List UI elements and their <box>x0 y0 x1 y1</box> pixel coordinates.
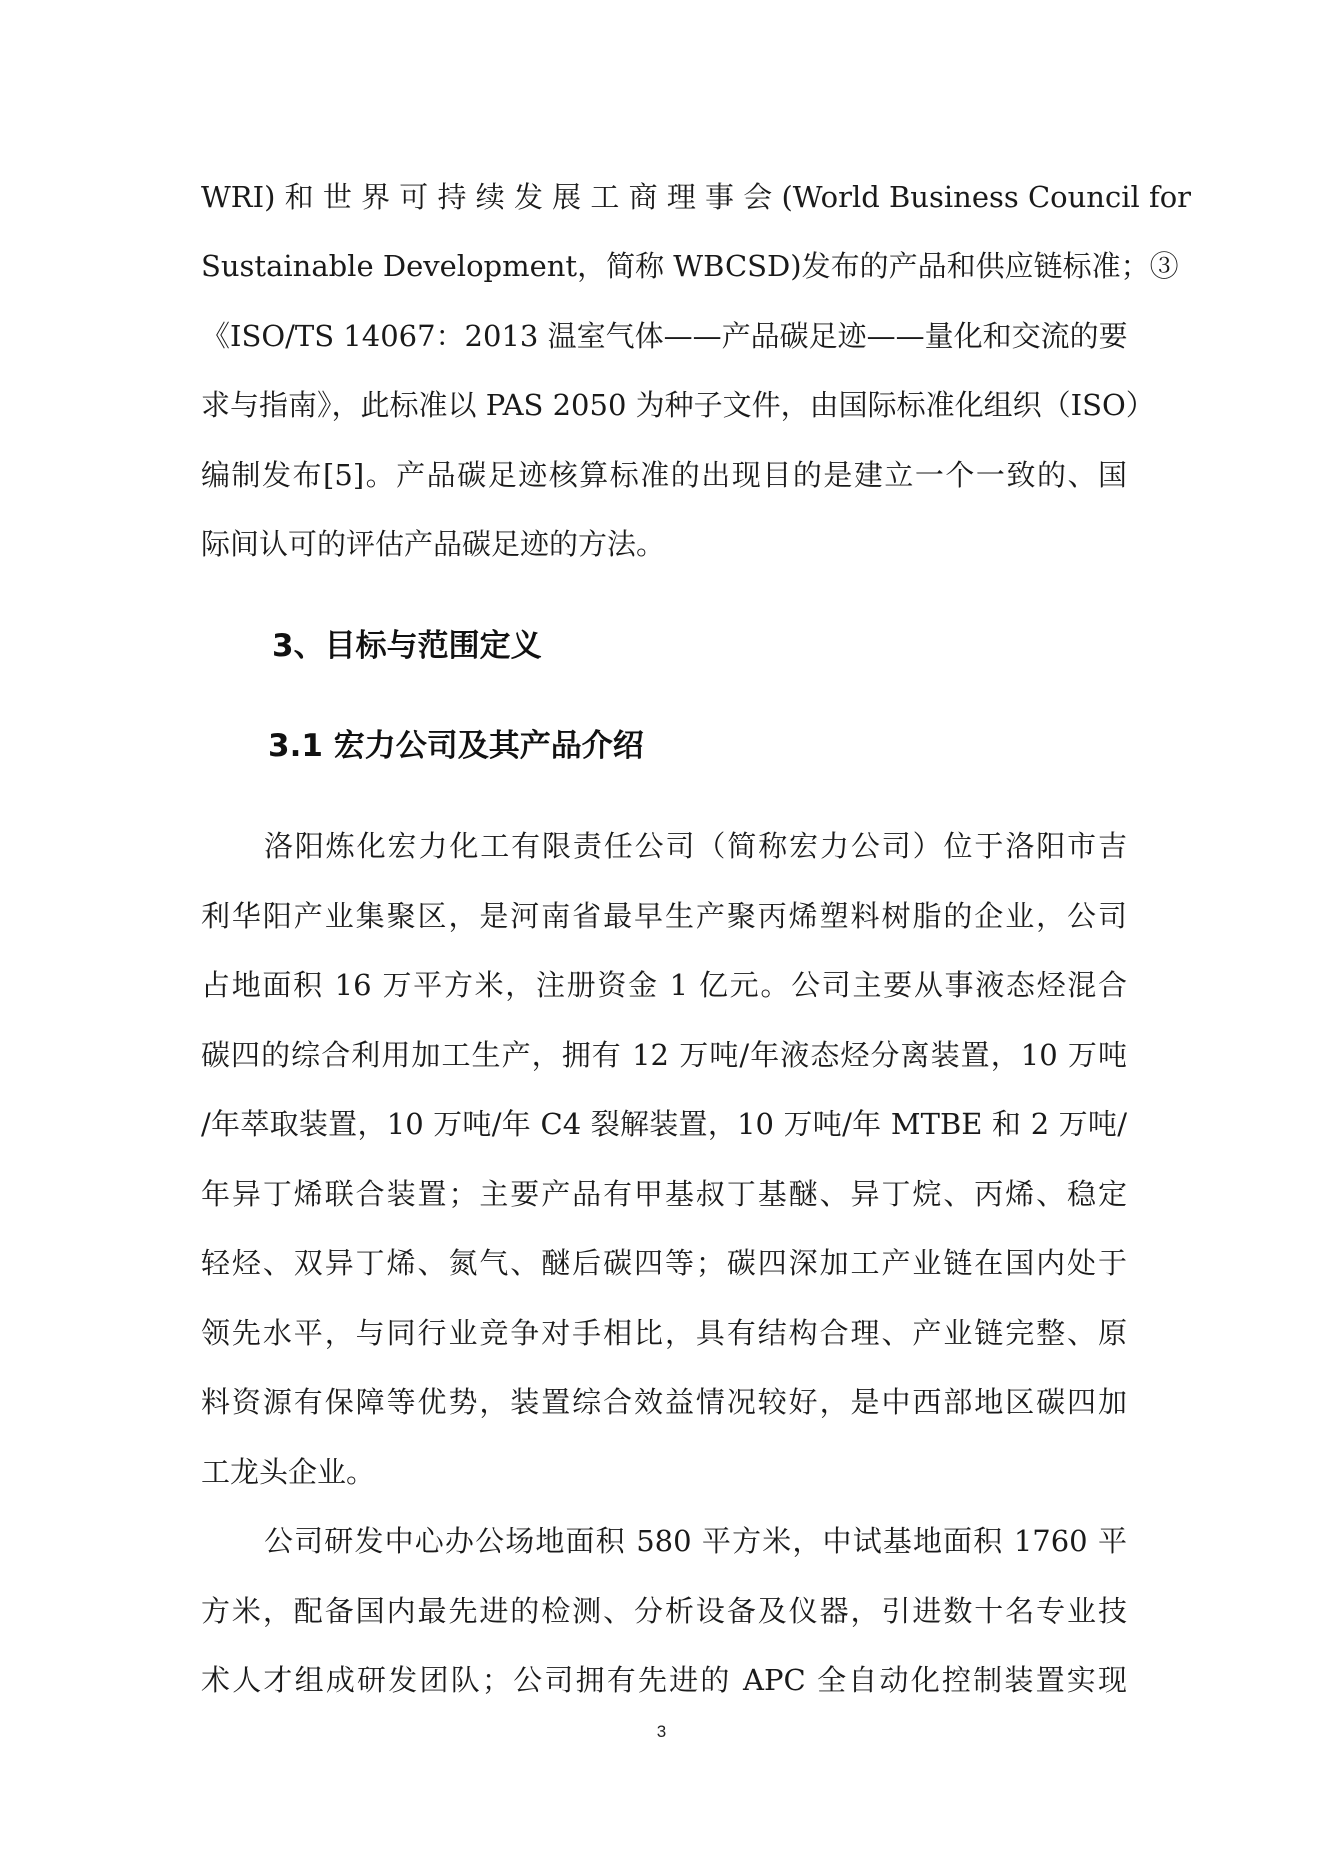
paragraph-line: 领先水平，与同行业竞争对手相比，具有结构合理、产业链完整、原 <box>201 1316 1127 1350</box>
paragraph-line: 际间认可的评估产品碳足迹的方法。 <box>201 527 666 561</box>
paragraph-line: 公司研发中心办公场地面积 580 平方米，中试基地面积 1760 平 <box>264 1524 1127 1558</box>
paragraph-line: 方米，配备国内最先进的检测、分析设备及仪器，引进数十名专业技 <box>201 1594 1127 1628</box>
paragraph-line: 碳四的综合利用加工生产，拥有 12 万吨/年液态烃分离装置，10 万吨 <box>201 1038 1127 1072</box>
paragraph-line: 《ISO/TS 14067：2013 温室气体——产品碳足迹——量化和交流的要 <box>201 319 1128 353</box>
paragraph-line: WRI) 和 世 界 可 持 续 发 展 工 商 理 事 会 (World Business Council for <box>201 180 1192 214</box>
paragraph-line: 年异丁烯联合装置；主要产品有甲基叔丁基醚、异丁烷、丙烯、稳定 <box>201 1177 1127 1211</box>
paragraph-line: 求与指南》，此标准以 PAS 2050 为种子文件，由国际标准化组织（ISO） <box>201 388 1155 422</box>
paragraph-line: 工龙头企业。 <box>201 1455 376 1489</box>
paragraph-line: Sustainable Development，简称 WBCSD)发布的产品和供应链标准；③ <box>201 249 1179 283</box>
subsection-heading: 3.1 宏力公司及其产品介绍 <box>268 728 644 764</box>
paragraph-line: 料资源有保障等优势，装置综合效益情况较好，是中西部地区碳四加 <box>201 1385 1127 1419</box>
paragraph-line: /年萃取装置，10 万吨/年 C4 裂解装置，10 万吨/年 MTBE 和 2 万吨/ <box>201 1107 1127 1141</box>
page-number: 3 <box>656 1722 667 1741</box>
paragraph-line: 术人才组成研发团队；公司拥有先进的 APC 全自动化控制装置实现 <box>201 1663 1127 1697</box>
paragraph-line: 编制发布[5]。产品碳足迹核算标准的出现目的是建立一个一致的、国 <box>201 458 1127 492</box>
section-heading: 3、目标与范围定义 <box>272 628 542 664</box>
paragraph-line: 洛阳炼化宏力化工有限责任公司（简称宏力公司）位于洛阳市吉 <box>264 829 1127 863</box>
paragraph-line: 利华阳产业集聚区，是河南省最早生产聚丙烯塑料树脂的企业，公司 <box>201 899 1127 933</box>
paragraph-line: 轻烃、双异丁烯、氮气、醚后碳四等；碳四深加工产业链在国内处于 <box>201 1246 1127 1280</box>
paragraph-line: 占地面积 16 万平方米，注册资金 1 亿元。公司主要从事液态烃混合 <box>201 968 1127 1002</box>
